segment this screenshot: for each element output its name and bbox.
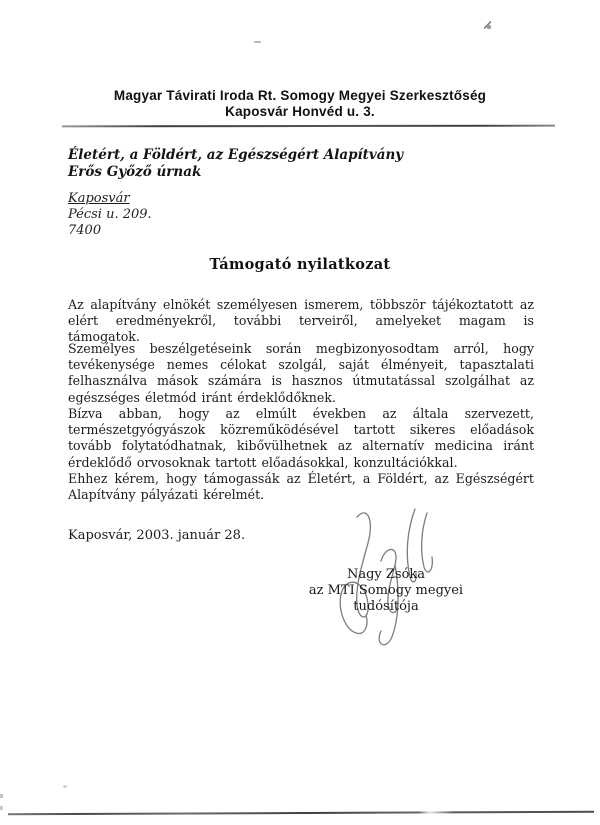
scan-bottom-edge-line (8, 811, 594, 816)
recipient-name-block (68, 147, 403, 181)
body-paragraph: Bízva abban, hogy az elmúlt években az általa szervezett, természetgyógyászok közreműködésével tartott sikeres előadások tovább folytatódhatnak, kibővülhetnek az alternatív medicina iránt érdeklődő orvosoknak tartott előadásokkal, konzultációkkal. (68, 406, 534, 470)
signature-block (275, 567, 497, 615)
recipient-org-name: Életért, a Földért, az Egészségért Alapítvány (68, 147, 404, 163)
scan-edge-artifact (0, 806, 3, 810)
letterhead (0, 88, 600, 120)
body-paragraph: Személyes beszélgetéseink során megbizonyosodtam arról, hogy tevékenysége nemes célokat szolgál, saját élményeit, tapasztalati felhasználva mások számára is hasznos útmutatással szolgálhat az egészséges életmód iránt érdeklődőknek. (68, 341, 534, 405)
letterhead-org-line: Magyar Távirati Iroda Rt. Somogy Megyei Szerkesztőség (113, 88, 487, 103)
recipient-street: Pécsi u. 209. (68, 207, 152, 222)
body-paragraph: Ehhez kérem, hogy támogassák az Életért, a Földért, az Egészségért Alapítvány pályázati kérelmét. (68, 471, 534, 503)
letterhead-address-line: Kaposvár Honvéd u. 3. (225, 104, 375, 119)
date-line: Kaposvár, 2003. január 28. (68, 528, 246, 543)
signature-role: az MTI Somogy megyei tudósítója (308, 583, 464, 614)
recipient-person-name: Erős Győző úrnak (68, 164, 202, 180)
letterhead-underline (62, 125, 555, 128)
scan-speck-artifact (484, 21, 491, 29)
body-paragraph: Az alapítvány elnökét személyesen ismerem, többször tájékoztatott az elért eredményekről, további terveiről, amelyeket magam is támogatok. (68, 297, 534, 345)
scan-dot-artifact (63, 785, 67, 788)
recipient-address-block (68, 191, 152, 239)
recipient-postal-code: 7400 (68, 223, 102, 238)
recipient-city: Kaposvár (68, 191, 130, 206)
scan-edge-artifact (0, 794, 3, 798)
signature-name: Nagy Zsóka (346, 567, 426, 582)
scan-dash-artifact (254, 41, 261, 43)
document-title: Támogató nyilatkozat (209, 256, 391, 273)
